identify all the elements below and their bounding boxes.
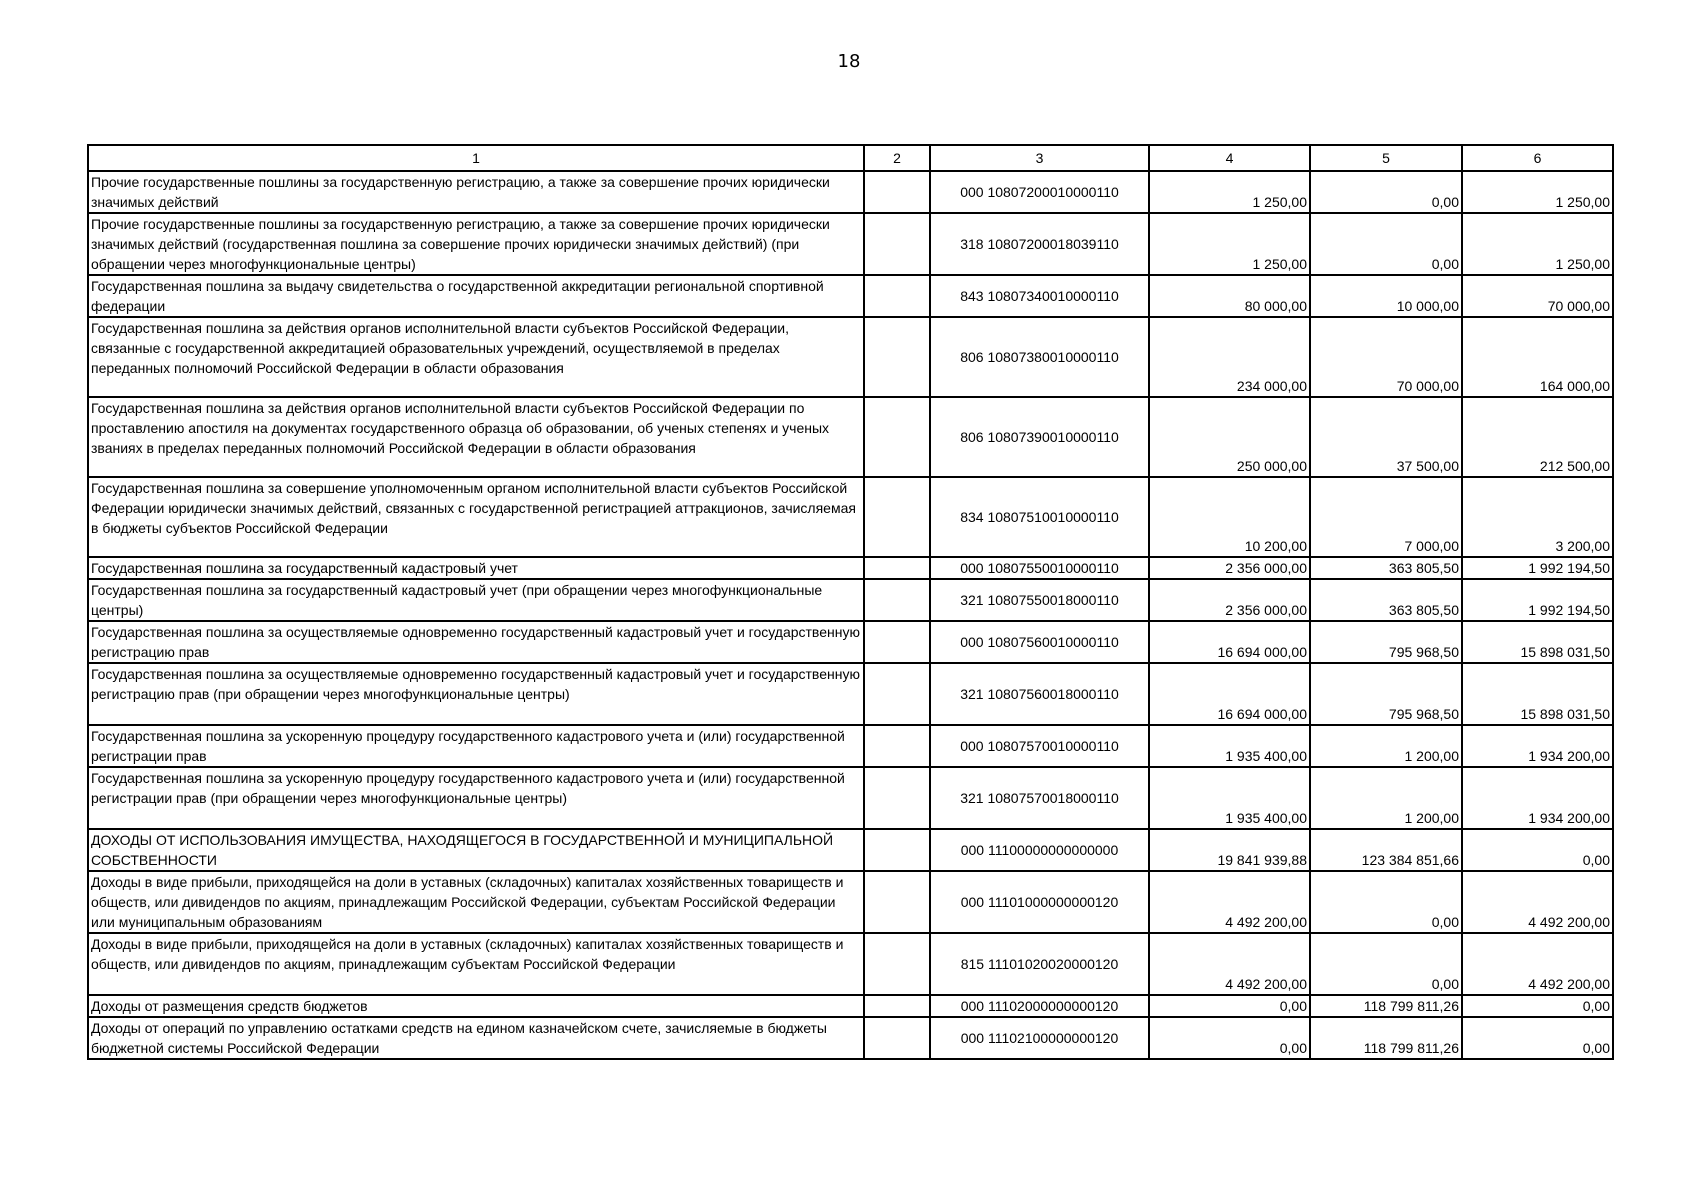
- cell-col2: [864, 171, 930, 213]
- cell-col4: 1 935 400,00: [1149, 725, 1310, 767]
- table-row: [88, 663, 1613, 725]
- cell-col5: 0,00: [1310, 871, 1462, 933]
- cell-col4: 1 250,00: [1149, 171, 1310, 213]
- cell-col2: [864, 1017, 930, 1059]
- table-row: [88, 871, 1613, 933]
- table-row: [88, 579, 1613, 621]
- cell-col5: 7 000,00: [1310, 477, 1462, 557]
- cell-description: Государственная пошлина за государственный кадастровый учет: [88, 557, 864, 579]
- cell-col5: 118 799 811,26: [1310, 1017, 1462, 1059]
- column-header: 6: [1462, 145, 1613, 171]
- cell-description: Государственная пошлина за осуществляемые одновременно государственный кадастровый учет и государственную регистрацию прав (при обращении через многофункциональные центры): [88, 663, 864, 725]
- cell-description: Государственная пошлина за осуществляемые одновременно государственный кадастровый учет и государственную регистрацию прав: [88, 621, 864, 663]
- cell-description: Государственная пошлина за совершение уполномоченным органом исполнительной власти субъектов Российской Федерации юридически значимых действий, связанных с государственной регистрацией аттракционов, зачисляемая в бюджеты субъектов Российской Федерации: [88, 477, 864, 557]
- cell-description: Доходы в виде прибыли, приходящейся на доли в уставных (складочных) капиталах хозяйственных товариществ и обществ, или дивидендов по акциям, принадлежащим субъектам Российской Федерации: [88, 933, 864, 995]
- cell-code: 834 10807510010000110: [930, 477, 1149, 557]
- table-row: [88, 213, 1613, 275]
- cell-col4: 2 356 000,00: [1149, 557, 1310, 579]
- column-header: 1: [88, 145, 864, 171]
- column-header: 3: [930, 145, 1149, 171]
- cell-col6: 1 992 194,50: [1462, 557, 1613, 579]
- cell-col2: [864, 317, 930, 397]
- page-number: 18: [837, 51, 861, 72]
- cell-col6: 15 898 031,50: [1462, 663, 1613, 725]
- table-row: [88, 621, 1613, 663]
- cell-col5: 0,00: [1310, 933, 1462, 995]
- cell-col4: 250 000,00: [1149, 397, 1310, 477]
- cell-col6: 0,00: [1462, 829, 1613, 871]
- column-header: 2: [864, 145, 930, 171]
- cell-col6: 4 492 200,00: [1462, 871, 1613, 933]
- cell-col4: 80 000,00: [1149, 275, 1310, 317]
- cell-col4: 0,00: [1149, 995, 1310, 1017]
- cell-code: 000 10807200010000110: [930, 171, 1149, 213]
- cell-col4: 16 694 000,00: [1149, 663, 1310, 725]
- cell-col4: 4 492 200,00: [1149, 933, 1310, 995]
- cell-col6: 0,00: [1462, 1017, 1613, 1059]
- cell-description: Государственная пошлина за ускоренную процедуру государственного кадастрового учета и (или) государственной регистрации прав: [88, 725, 864, 767]
- cell-col4: 16 694 000,00: [1149, 621, 1310, 663]
- cell-code: 806 10807380010000110: [930, 317, 1149, 397]
- cell-description: Прочие государственные пошлины за государственную регистрацию, а также за совершение прочих юридически значимых действий: [88, 171, 864, 213]
- cell-col6: 1 934 200,00: [1462, 725, 1613, 767]
- cell-description: Доходы в виде прибыли, приходящейся на доли в уставных (складочных) капиталах хозяйственных товариществ и обществ, или дивидендов по акциям, принадлежащим Российской Федерации, субъектам Российской Федерации или муниципальным образованиям: [88, 871, 864, 933]
- cell-code: 321 10807560018000110: [930, 663, 1149, 725]
- cell-code: 843 10807340010000110: [930, 275, 1149, 317]
- cell-col5: 10 000,00: [1310, 275, 1462, 317]
- header-row: [88, 145, 1613, 171]
- cell-col2: [864, 213, 930, 275]
- cell-col5: 123 384 851,66: [1310, 829, 1462, 871]
- cell-description: Прочие государственные пошлины за государственную регистрацию, а также за совершение прочих юридически значимых действий (государственная пошлина за совершение прочих юридически значимых действий) (при обращении через многофункциональные центры): [88, 213, 864, 275]
- cell-col6: 15 898 031,50: [1462, 621, 1613, 663]
- table-body: [88, 171, 1613, 1059]
- cell-description: ДОХОДЫ ОТ ИСПОЛЬЗОВАНИЯ ИМУЩЕСТВА, НАХОДЯЩЕГОСЯ В ГОСУДАРСТВЕННОЙ И МУНИЦИПАЛЬНОЙ СОБСТВЕННОСТИ: [88, 829, 864, 871]
- revenue-table: [87, 144, 1614, 1060]
- cell-col5: 1 200,00: [1310, 725, 1462, 767]
- cell-col6: 1 250,00: [1462, 213, 1613, 275]
- cell-code: 000 10807560010000110: [930, 621, 1149, 663]
- cell-col5: 1 200,00: [1310, 767, 1462, 829]
- cell-col4: 2 356 000,00: [1149, 579, 1310, 621]
- cell-col5: 363 805,50: [1310, 579, 1462, 621]
- cell-col4: 234 000,00: [1149, 317, 1310, 397]
- cell-col5: 70 000,00: [1310, 317, 1462, 397]
- cell-col2: [864, 995, 930, 1017]
- cell-description: Доходы от операций по управлению остатками средств на едином казначейском счете, зачисляемые в бюджеты бюджетной системы Российской Федерации: [88, 1017, 864, 1059]
- cell-description: Государственная пошлина за выдачу свидетельства о государственной аккредитации региональной спортивной федерации: [88, 275, 864, 317]
- cell-col2: [864, 397, 930, 477]
- cell-col6: 4 492 200,00: [1462, 933, 1613, 995]
- cell-code: 321 10807570018000110: [930, 767, 1149, 829]
- cell-code: 000 11100000000000000: [930, 829, 1149, 871]
- cell-col4: 0,00: [1149, 1017, 1310, 1059]
- table-row: [88, 933, 1613, 995]
- cell-col4: 1 250,00: [1149, 213, 1310, 275]
- cell-col5: 0,00: [1310, 213, 1462, 275]
- cell-col5: 795 968,50: [1310, 621, 1462, 663]
- table-row: [88, 725, 1613, 767]
- table-row: [88, 1017, 1613, 1059]
- table-row: [88, 397, 1613, 477]
- table-row: [88, 829, 1613, 871]
- cell-description: Доходы от размещения средств бюджетов: [88, 995, 864, 1017]
- cell-col2: [864, 829, 930, 871]
- cell-description: Государственная пошлина за действия органов исполнительной власти субъектов Российской Федерации, связанные с государственной аккредитацией образовательных учреждений, осуществляемой в пределах переданных полномочий Российской Федерации в области образования: [88, 317, 864, 397]
- cell-code: 806 10807390010000110: [930, 397, 1149, 477]
- cell-code: 000 11102000000000120: [930, 995, 1149, 1017]
- cell-col6: 1 250,00: [1462, 171, 1613, 213]
- column-header: 5: [1310, 145, 1462, 171]
- cell-col2: [864, 477, 930, 557]
- cell-col4: 19 841 939,88: [1149, 829, 1310, 871]
- cell-col6: 0,00: [1462, 995, 1613, 1017]
- table-row: [88, 477, 1613, 557]
- cell-code: 815 11101020020000120: [930, 933, 1149, 995]
- cell-col6: 212 500,00: [1462, 397, 1613, 477]
- cell-col2: [864, 933, 930, 995]
- cell-col2: [864, 621, 930, 663]
- cell-col4: 4 492 200,00: [1149, 871, 1310, 933]
- cell-col6: 1 992 194,50: [1462, 579, 1613, 621]
- cell-code: 000 10807570010000110: [930, 725, 1149, 767]
- cell-col2: [864, 725, 930, 767]
- cell-col2: [864, 275, 930, 317]
- cell-col6: 1 934 200,00: [1462, 767, 1613, 829]
- table-row: [88, 557, 1613, 579]
- cell-col6: 70 000,00: [1462, 275, 1613, 317]
- table-row: [88, 317, 1613, 397]
- table-row: [88, 995, 1613, 1017]
- cell-col2: [864, 579, 930, 621]
- cell-code: 000 11102100000000120: [930, 1017, 1149, 1059]
- cell-code: 000 10807550010000110: [930, 557, 1149, 579]
- cell-col2: [864, 767, 930, 829]
- cell-col5: 795 968,50: [1310, 663, 1462, 725]
- column-header: 4: [1149, 145, 1310, 171]
- table-row: [88, 171, 1613, 213]
- cell-description: Государственная пошлина за действия органов исполнительной власти субъектов Российской Федерации по проставлению апостиля на документах государственного образца об образовании, об ученых степенях и ученых званиях в пределах переданных полномочий Российской Федерации в области образования: [88, 397, 864, 477]
- cell-code: 000 11101000000000120: [930, 871, 1149, 933]
- cell-col2: [864, 663, 930, 725]
- cell-col6: 3 200,00: [1462, 477, 1613, 557]
- cell-col5: 37 500,00: [1310, 397, 1462, 477]
- cell-code: 321 10807550018000110: [930, 579, 1149, 621]
- cell-col6: 164 000,00: [1462, 317, 1613, 397]
- cell-col2: [864, 557, 930, 579]
- cell-description: Государственная пошлина за государственный кадастровый учет (при обращении через многофункциональные центры): [88, 579, 864, 621]
- cell-col4: 10 200,00: [1149, 477, 1310, 557]
- cell-col5: 0,00: [1310, 171, 1462, 213]
- table-row: [88, 767, 1613, 829]
- cell-col5: 363 805,50: [1310, 557, 1462, 579]
- cell-col4: 1 935 400,00: [1149, 767, 1310, 829]
- cell-code: 318 10807200018039110: [930, 213, 1149, 275]
- cell-col5: 118 799 811,26: [1310, 995, 1462, 1017]
- cell-col2: [864, 871, 930, 933]
- cell-description: Государственная пошлина за ускоренную процедуру государственного кадастрового учета и (или) государственной регистрации прав (при обращении через многофункциональные центры): [88, 767, 864, 829]
- table-row: [88, 275, 1613, 317]
